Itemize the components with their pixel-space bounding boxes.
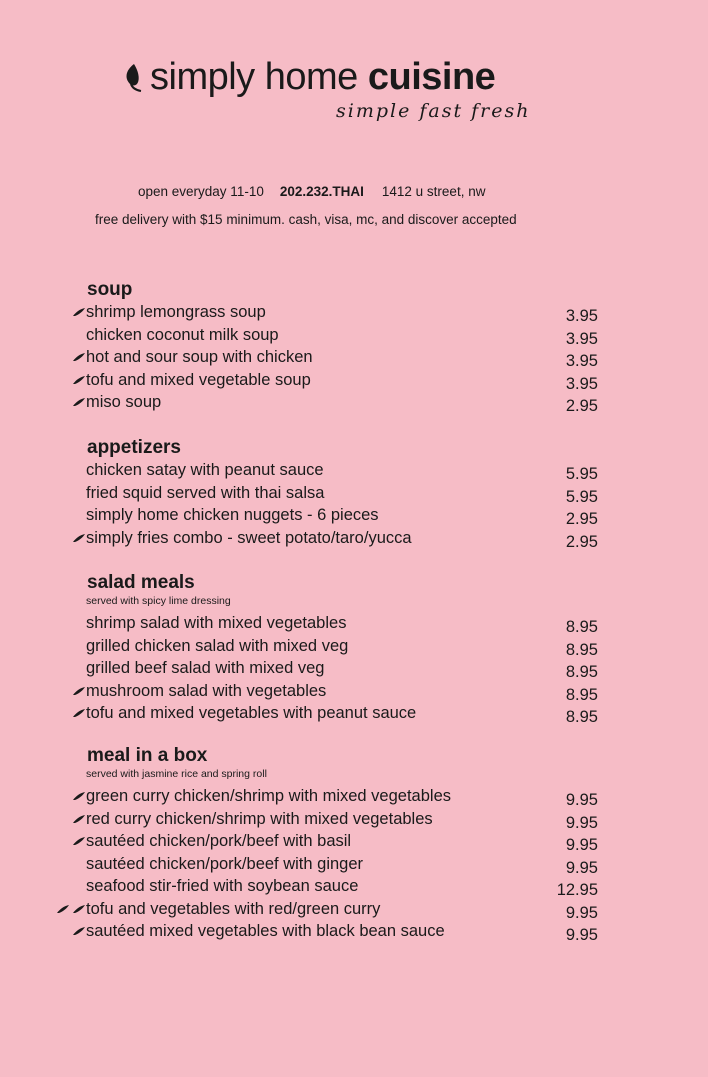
item-name: simply home chicken nuggets - 6 pieces [86, 506, 379, 524]
menu-item [0, 922, 708, 944]
hours-text: open everyday 11-10 [138, 184, 264, 199]
leaf-mark-icon [72, 708, 86, 718]
phone-number: 202.232.THAI [279, 184, 364, 199]
item-name: shrimp lemongrass soup [86, 303, 266, 321]
item-price: 8.95 [565, 640, 598, 659]
item-price: 3.95 [565, 374, 598, 393]
item-price: 3.95 [565, 329, 598, 348]
leaf-mark-icon [72, 791, 86, 801]
item-price: 8.95 [565, 663, 598, 681]
item-name: red curry chicken/shrimp with mixed vegetables [86, 809, 433, 828]
item-price: 5.95 [565, 487, 598, 506]
section-note: served with jasmine rice and spring roll [86, 768, 267, 780]
section-title: salad meals [87, 572, 195, 593]
item-name: sautéed chicken/pork/beef with ginger [86, 854, 364, 873]
item-name: green curry chicken/shrimp with mixed vegetables [86, 787, 451, 805]
menu-item [0, 637, 708, 659]
menu-item [0, 900, 708, 922]
info-line [138, 184, 485, 199]
item-name: grilled beef salad with mixed veg [86, 659, 325, 677]
leaf-mark-icon [72, 375, 86, 385]
menu-item [0, 461, 708, 483]
item-name: sautéed chicken/pork/beef with basil [86, 832, 352, 850]
brand-logo [118, 56, 578, 136]
menu-item [0, 348, 708, 370]
menu-item [0, 877, 708, 899]
item-name: seafood stir-fried with soybean sauce [86, 877, 359, 895]
section-title: appetizers [87, 437, 181, 458]
menu-item [0, 855, 708, 877]
item-name: miso soup [86, 393, 162, 411]
menu-item [0, 506, 708, 528]
item-price: 2.95 [565, 532, 598, 551]
menu-item [0, 371, 708, 393]
item-name: shrimp salad with mixed vegetables [86, 614, 347, 632]
item-name: tofu and vegetables with red/green curry [86, 899, 381, 918]
brand-tagline: simple fast fresh [336, 100, 531, 122]
item-price: 12.95 [556, 881, 598, 899]
item-name: tofu and mixed vegetable soup [86, 370, 311, 389]
item-name: fried squid served with thai salsa [86, 483, 325, 502]
item-price: 9.95 [565, 926, 598, 944]
item-name: hot and sour soup with chicken [86, 348, 313, 366]
item-price: 2.95 [565, 510, 598, 528]
item-price: 9.95 [565, 836, 598, 854]
leaf-mark-icon [56, 904, 70, 914]
menu-item [0, 810, 708, 832]
item-price: 3.95 [565, 352, 598, 370]
menu-item [0, 484, 708, 506]
leaf-mark-icon [72, 307, 86, 317]
leaf-mark-icon [72, 533, 86, 543]
leaf-mark-icon [72, 352, 86, 362]
menu-item [0, 393, 708, 415]
brand-name-plain: simply home [150, 56, 368, 98]
item-price: 9.95 [565, 903, 598, 922]
section-title: meal in a box [87, 745, 208, 766]
menu-item [0, 832, 708, 854]
item-name: sautéed mixed vegetables with black bean sauce [86, 922, 445, 940]
item-name: chicken satay with peanut sauce [86, 461, 324, 479]
menu-item [0, 787, 708, 809]
leaf-mark-icon [72, 686, 86, 696]
item-name: grilled chicken salad with mixed veg [86, 636, 349, 655]
leaf-mark-icon [72, 814, 86, 824]
leaf-icon [122, 62, 144, 92]
item-price: 8.95 [565, 685, 598, 704]
address-text: 1412 u street, nw [381, 184, 486, 199]
menu-item [0, 303, 708, 325]
item-price: 9.95 [565, 813, 598, 832]
section-title: soup [87, 279, 133, 300]
item-name: simply fries combo - sweet potato/taro/yucca [86, 528, 412, 547]
menu-item [0, 614, 708, 636]
item-name: tofu and mixed vegetables with peanut sauce [86, 704, 417, 722]
delivery-text: free delivery with $15 minimum. cash, visa, mc, and discover accepted [95, 212, 517, 227]
leaf-mark-icon [72, 836, 86, 846]
leaf-mark-icon [72, 926, 86, 936]
item-price: 8.95 [565, 708, 598, 726]
menu-item [0, 326, 708, 348]
leaf-mark-icon [72, 904, 86, 914]
menu-item [0, 529, 708, 551]
item-name: chicken coconut milk soup [86, 325, 279, 344]
menu-item [0, 704, 708, 726]
item-price: 5.95 [565, 465, 598, 483]
item-price: 3.95 [565, 307, 598, 325]
item-price: 2.95 [565, 397, 598, 415]
section-note: served with spicy lime dressing [86, 595, 231, 607]
item-price: 8.95 [565, 618, 598, 636]
item-price: 9.95 [565, 858, 598, 877]
menu-item [0, 682, 708, 704]
brand-name-bold: cuisine [367, 56, 496, 98]
item-name: mushroom salad with vegetables [86, 681, 327, 700]
menu-item [0, 659, 708, 681]
item-price: 9.95 [565, 791, 598, 809]
leaf-mark-icon [72, 397, 86, 407]
brand-name [150, 56, 495, 99]
